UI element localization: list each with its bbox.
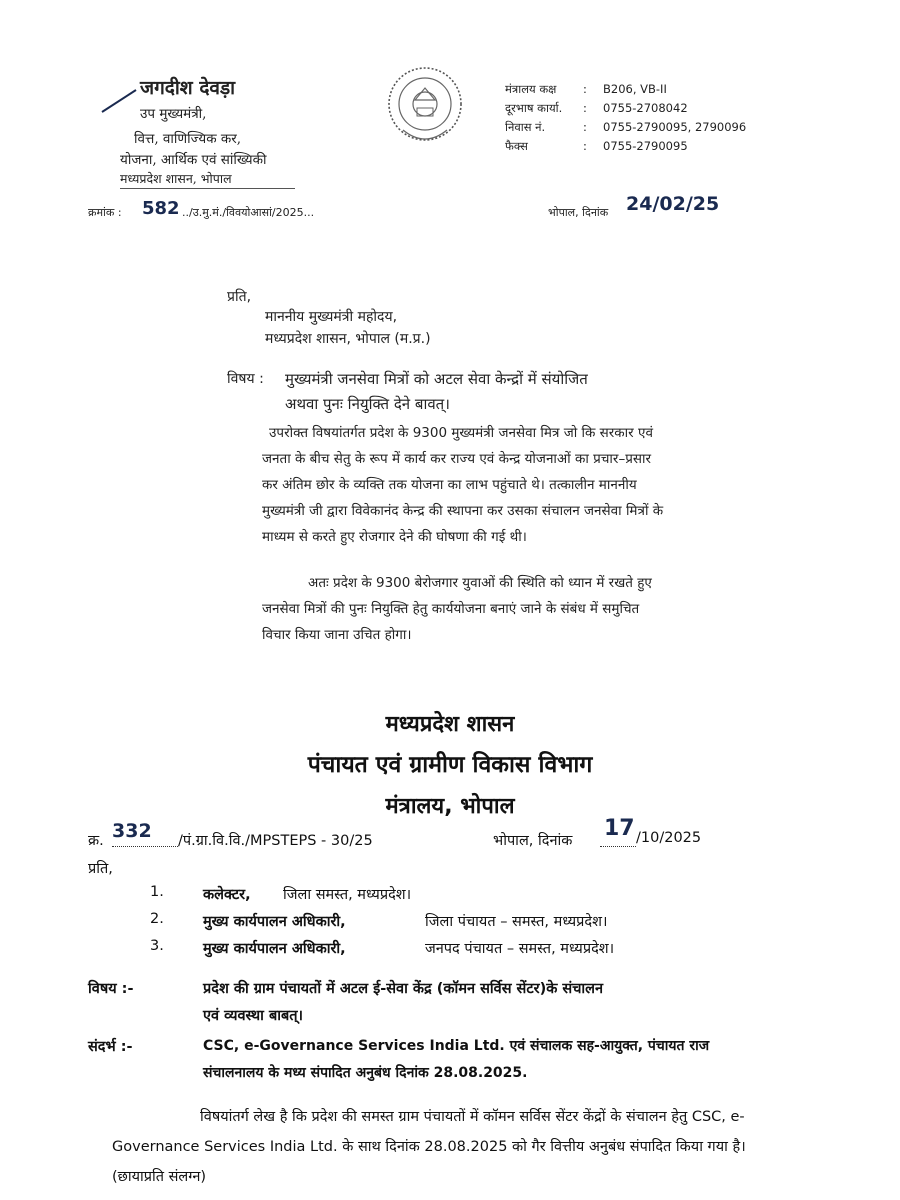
contact-value-3: 0755-2790095, 2790096	[603, 120, 747, 134]
letter2-reference-line-1: CSC, e-Governance Services India Ltd. एवं संचालक सह-आयुक्त, पंचायत राज	[203, 1038, 710, 1054]
recipient-2-number: 2.	[150, 911, 164, 927]
sender-line-1: उप मुख्यमंत्री,	[140, 106, 207, 122]
letter2-reference-line-2: संचालनालय के मध्य संपादित अनुबंध दिनांक 28.08.2025.	[203, 1065, 528, 1081]
contact-sep-4: :	[583, 139, 587, 153]
sender-line-4: मध्यप्रदेश शासन, भोपाल	[120, 171, 232, 186]
contact-value-4: 0755-2790095	[603, 139, 688, 153]
sender-name: जगदीश देवड़ा	[140, 77, 236, 99]
contact-label-2: दूरभाष कार्या.	[505, 101, 563, 115]
contact-label-4: फैक्स	[505, 139, 528, 153]
date-handwritten: 24/02/25	[626, 193, 720, 215]
letter2-subject-label: विषय :-	[88, 981, 134, 997]
letter2-subject-line-1: प्रदेश की ग्राम पंचायतों में अटल ई-सेवा केंद्र (कॉमन सर्विस सेंटर)के संचालन	[203, 981, 604, 997]
contact-label-1: मंत्रालय कक्ष	[505, 82, 557, 96]
recipient-3-rest: जनपद पंचायत – समस्त, मध्यप्रदेश।	[425, 941, 615, 957]
letter2-reference-label: संदर्भ :-	[88, 1039, 133, 1055]
letter2-ref-number-handwritten: 332	[112, 820, 152, 842]
contact-value-1: B206, VB-II	[603, 82, 667, 96]
recipient-1-title: कलेक्टर,	[203, 887, 251, 903]
ref-label: क्रमांक :	[88, 206, 122, 219]
letter2-ref-label: क्र.	[88, 833, 104, 849]
subject-label: विषय :	[227, 371, 264, 387]
pen-mark-icon	[100, 88, 140, 114]
recipient-line-1: माननीय मुख्यमंत्री महोदय,	[265, 309, 398, 325]
sender-line-2: वित्त, वाणिज्यिक कर,	[134, 131, 242, 147]
contact-label-3: निवास नं.	[505, 120, 546, 134]
contact-sep-2: :	[583, 101, 587, 115]
letter2-date-handwritten: 17	[604, 816, 635, 841]
recipient-2-title: मुख्य कार्यपालन अधिकारी,	[203, 914, 346, 930]
recipient-1-rest: जिला समस्त, मध्यप्रदेश।	[283, 887, 412, 903]
recipient-2-rest: जिला पंचायत – समस्त, मध्यप्रदेश।	[425, 914, 608, 930]
letter2-ref-dots	[112, 846, 178, 847]
recipient-1-number: 1.	[150, 884, 164, 900]
contact-sep-1: :	[583, 82, 587, 96]
recipient-3-title: मुख्य कार्यपालन अधिकारी,	[203, 941, 346, 957]
ref-number-handwritten: 582	[142, 198, 180, 219]
letter2-heading-ministry: मंत्रालय, भोपाल	[385, 794, 515, 819]
letter2-ref-suffix: /पं.ग्रा.वि.वि./MPSTEPS - 30/25	[178, 833, 373, 849]
to-label: प्रति,	[227, 289, 252, 305]
sender-line-3: योजना, आर्थिक एवं सांख्यिकी	[120, 152, 267, 168]
sender-underline	[120, 188, 295, 189]
letter2-heading-department: पंचायत एवं ग्रामीण विकास विभाग	[307, 752, 593, 778]
letter1-paragraph-1: उपरोक्त विषयांतर्गत प्रदेश के 9300 मुख्यमंत्री जनसेवा मित्र जो कि सरकार एवं जनता के बीच सेतु के रूप में कार्य कर राज्य एवं केन्द्र योजनाओं का प्रचार–प्रसार कर अंतिम छोर के व्यक्ति तक योजना का लाभ पहुंचाते थे। तत्कालीन माननीय मुख्यमंत्री जी द्वारा विवेकानंद केन्द्र की स्थापना कर उसका संचालन जनसेवा मित्रों के माध्यम से करते हुए रोजगार देने की घोषणा की गई थी।	[262, 425, 664, 545]
subject-line-2: अथवा पुनः नियुक्ति देने बावत्।	[285, 395, 450, 413]
state-emblem-icon	[383, 60, 467, 152]
letter2-date-dots	[600, 846, 636, 847]
contact-sep-3: :	[583, 120, 587, 134]
letter2-to-label: प्रति,	[88, 861, 113, 877]
contact-value-2: 0755-2708042	[603, 101, 688, 115]
letter2-date-label: भोपाल, दिनांक	[493, 833, 573, 849]
ref-suffix: ../उ.मु.मं./विवयोआसां/2025...	[182, 206, 315, 219]
letter2-subject-line-2: एवं व्यवस्था बाबत्।	[203, 1008, 304, 1024]
recipient-line-2: मध्यप्रदेश शासन, भोपाल (म.प्र.)	[265, 331, 431, 347]
recipient-3-number: 3.	[150, 938, 164, 954]
subject-line-1: मुख्यमंत्री जनसेवा मित्रों को अटल सेवा केन्द्रों में संयोजित	[285, 370, 588, 388]
date-label: भोपाल, दिनांक	[548, 206, 609, 219]
letter2-heading-state: मध्यप्रदेश शासन	[385, 712, 515, 737]
letter1-paragraph-2: अतः प्रदेश के 9300 बेरोजगार युवाओं की स्थिति को ध्यान में रखते हुए जनसेवा मित्रों की पुनः नियुक्ति हेतु कार्ययोजना बनाएं जाने के संबंध में समुचित विचार किया जाना उचित होगा।	[262, 575, 652, 643]
letter2-date-suffix: /10/2025	[636, 830, 702, 846]
letter2-paragraph: विषयांतर्ग लेख है कि प्रदेश की समस्त ग्राम पंचायतों में कॉमन सर्विस सेंटर केंद्रों के संचालन हेतु CSC, e-Governance Services India Ltd. के साथ दिनांक 28.08.2025 को गैर वित्तीय अनुबंध संपादित किया गया है। (छायाप्रति संलग्न)	[112, 1109, 746, 1185]
